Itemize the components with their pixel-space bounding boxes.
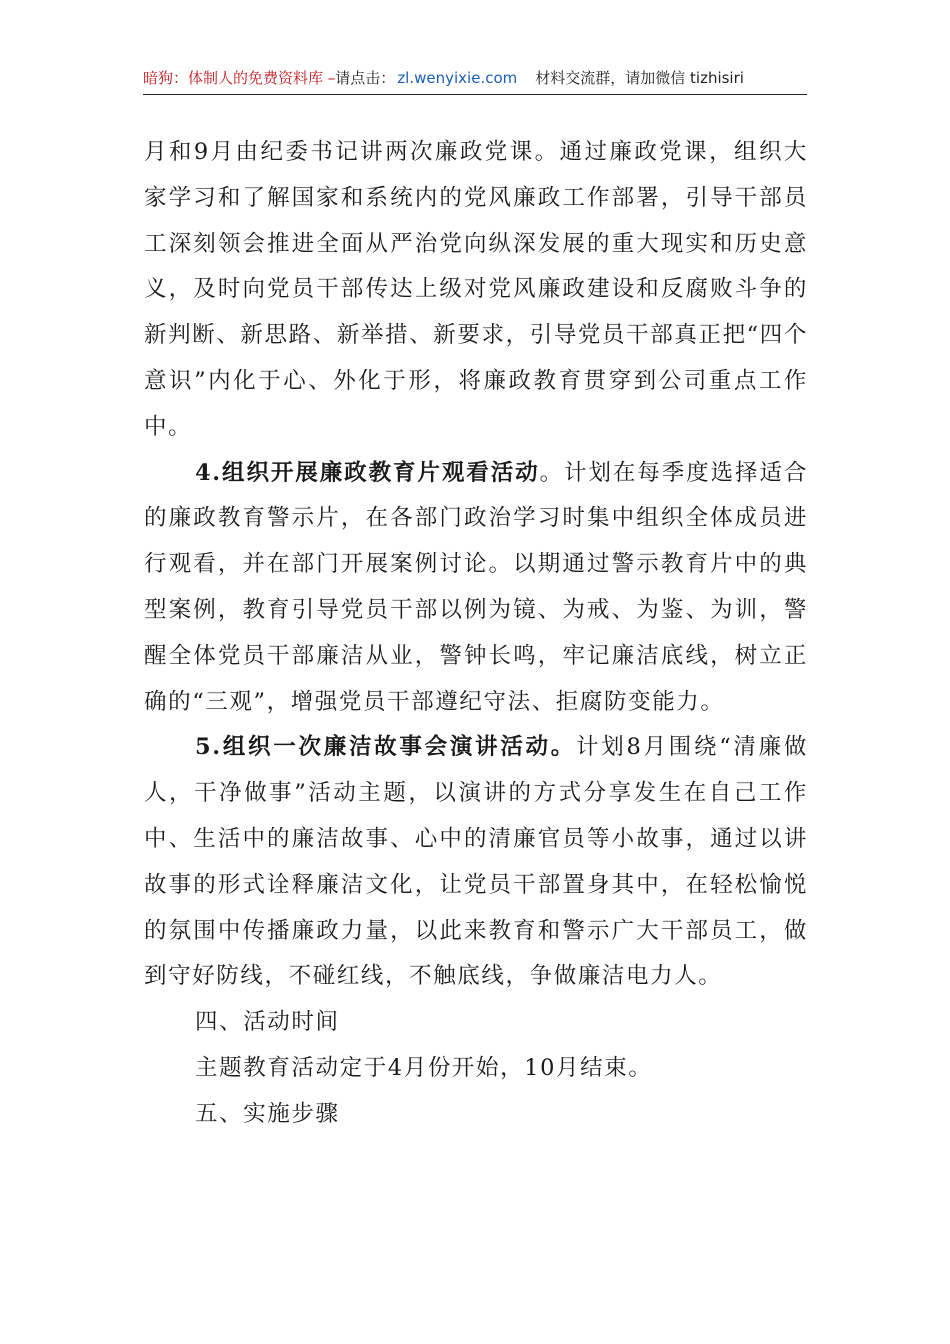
item-4-title: 4.组织开展廉政教育片观看活动 [195,459,540,486]
header-link[interactable]: zl.wenyixie.com [397,69,518,87]
header-brand: 暗狗：体制人的免费资料库 [143,69,324,87]
document-body [144,130,808,1138]
paragraph-activity-time: 主题教育活动定于4月份开始，10月结束。 [195,1054,653,1081]
header-separator: – [323,69,336,87]
item-4-text: 。计划在每季度选择适合的廉政教育警示片，在各部门政治学习时集中组织全体成员进行观看，并在部门开展案例讨论。以期通过警示教育片中的典型案例，教育引导党员干部以例为镜、为戒、为鉴、为训，警醒全体党员干部廉洁从业，警钟长鸣，牢记廉洁底线，树立正确的“三观”，增强党员干部遵纪守法、拒腐防变能力。 [144,459,808,715]
paragraph-item-4 [144,451,808,726]
section-heading-activity-time: 四、活动时间 [195,1009,340,1036]
paragraph-item-5 [144,725,808,1000]
item-5-title: 5.组织一次廉洁故事会演讲活动。 [195,734,577,761]
header-group-text: 材料交流群，请加微信 tizhisiri [535,69,744,87]
header-click-text: 请点击： [335,69,396,87]
page-header [143,62,807,95]
section-heading-implementation-steps: 五、实施步骤 [195,1100,340,1127]
item-5-text: 计划8月围绕“清廉做人，干净做事”活动主题，以演讲的方式分享发生在自己工作中、生活中的廉洁故事、心中的清廉官员等小故事，通过以讲故事的形式诠释廉洁文化，让党员干部置身其中，在轻松愉悦的氛围中传播廉政力量，以此来教育和警示广大干部员工，做到守好防线，不碰红线，不触底线，争做廉洁电力人。 [144,734,808,990]
paragraph-continued: 月和9月由纪委书记讲两次廉政党课。通过廉政党课，组织大家学习和了解国家和系统内的党风廉政工作部署，引导干部员工深刻领会推进全面从严治党向纵深发展的重大现实和历史意义，及时向党员干部传达上级对党风廉政建设和反腐败斗争的新判断、新思路、新举措、新要求，引导党员干部真正把“四个意识”内化于心、外化于形，将廉政教育贯穿到公司重点工作中。 [144,139,808,440]
